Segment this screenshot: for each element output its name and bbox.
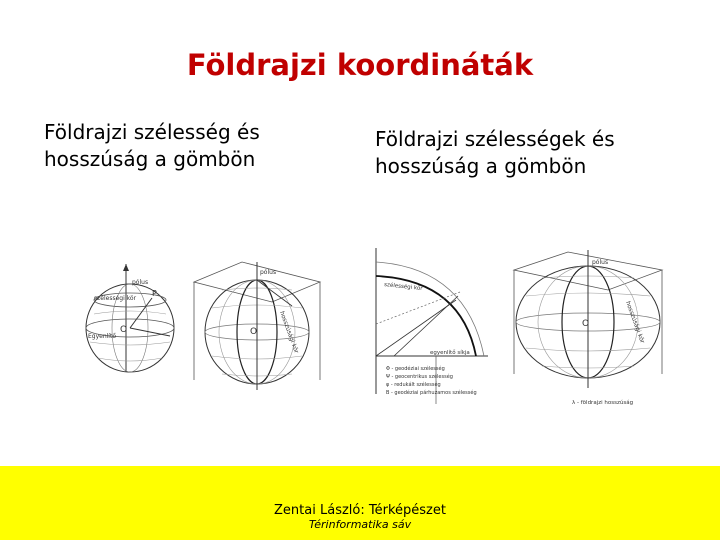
fig3-legend-3: φ - redukált szélesség <box>386 382 441 388</box>
fig2-pole-label: pólus <box>260 269 277 276</box>
fig3-legend-2: Ψ - geocentrikus szélesség <box>386 374 453 380</box>
latitude-definitions-figure <box>366 244 494 409</box>
fig3-legend-4: B - geodéziai párhuzamos szélesség <box>386 390 477 396</box>
footer-course: Térinformatika sáv <box>308 518 412 531</box>
footer-author: Zentai László: Térképészet <box>274 503 446 518</box>
fig2-center-label: O <box>250 327 258 337</box>
fig1-pole-label: pólus <box>132 279 149 286</box>
fig1-center-label: O <box>120 325 128 335</box>
fig4-pole-label: pólus <box>592 259 609 266</box>
right-heading: Földrajzi szélességek és hosszúság a gömbön <box>375 127 615 178</box>
fig1-equator-label: Egyenlítő <box>88 333 117 340</box>
fig3-legend-1: Φ - geodéziai szélesség <box>386 366 445 372</box>
fig4-meridian-label: hosszúsági kör <box>624 300 646 345</box>
fig4-caption: λ - földrajzi hosszúság <box>572 400 634 406</box>
fig4-center-label: O <box>582 319 590 329</box>
fig3-equator-label: egyenlítő síkja <box>430 350 470 356</box>
fig2-meridian-label: hosszúsági kör <box>278 310 300 355</box>
fig3-parallel-label: szélességi kör <box>383 282 423 293</box>
fig1-point-label: P <box>152 289 157 298</box>
sphere-latitude-figure <box>80 262 185 392</box>
left-heading: Földrajzi szélesség és hosszúság a gömbön <box>44 120 260 171</box>
fig1-parallel-label: szélességi kör <box>94 295 137 302</box>
slide-title: Földrajzi koordináták <box>186 48 534 82</box>
sphere-longitude-figure <box>508 246 668 412</box>
sphere-meridian-figure <box>192 260 322 400</box>
